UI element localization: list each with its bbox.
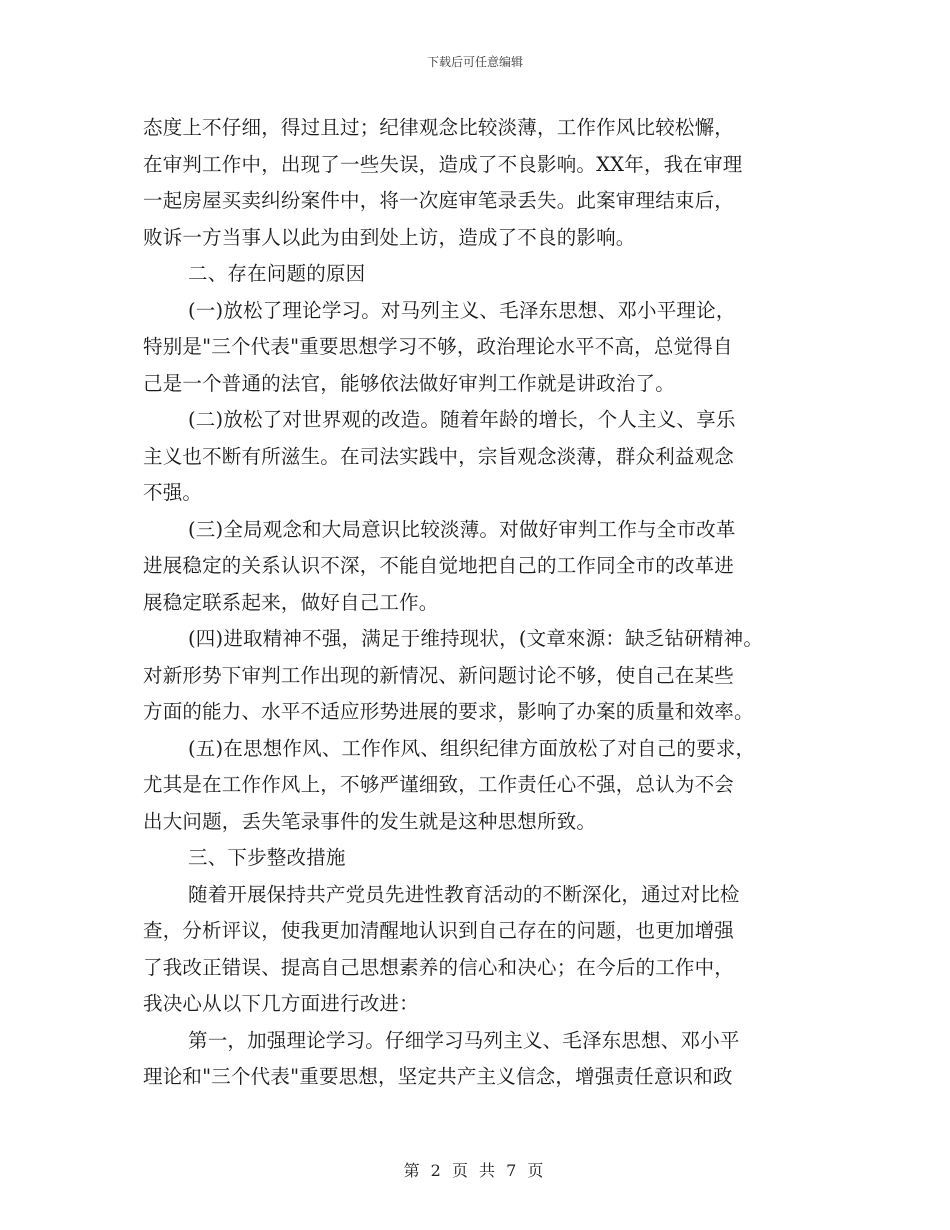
text-line: 在审判工作中，出现了一些失误，造成了不良影响。XX年，我在审理: [143, 152, 743, 176]
text-line: 展稳定联系起来，做好自己工作。: [143, 590, 439, 614]
text-line: (一)放松了理论学习。对马列主义、毛泽东思想、邓小平理论，: [188, 298, 736, 322]
text-line: (二)放松了对世界观的改造。随着年龄的增长，个人主义、享乐: [188, 408, 736, 431]
text-line: 查，分析评议，使我更加清醒地认识到自己存在的问题，也更加增强: [143, 919, 735, 942]
page-header: 下载后可任意编辑: [426, 55, 523, 69]
text-line: 我决心从以下几方面进行改进：: [143, 992, 419, 1015]
text-line: 了我改正错误、提高自己思想素养的信心和决心；在今后的工作中，: [143, 955, 735, 979]
text-line: (三)全局观念和大局意识比较淡薄。对做好审判工作与全市改革: [188, 517, 736, 541]
text-line: 理论和"三个代表"重要思想，坚定共产主义信念，增强责任意识和政: [143, 1065, 733, 1088]
text-line: (五)在思想作风、工作作风、组织纪律方面放松了对自己的要求，: [188, 736, 756, 760]
document-body: [143, 110, 833, 1096]
text-line: (四)进取精神不强，满足于维持现状，(文章來源：缺乏钻研精神。: [188, 627, 764, 650]
text-line: 态度上不仔细，得过且过；纪律观念比较淡薄，工作作风比较松懈，: [143, 116, 735, 139]
page-footer: 第 2 页 共 7 页: [403, 1161, 547, 1180]
text-line: 特别是"三个代表"重要思想学习不够，政治理论水平不高，总觉得自: [143, 335, 733, 358]
text-line: 三、下步整改措施: [188, 846, 346, 869]
text-line: 对新形势下审判工作出现的新情况、新问题讨论不够，使自己在某些: [143, 663, 735, 687]
text-line: 二、存在问题的原因: [188, 262, 366, 285]
text-line: 败诉一方当事人以此为由到处上访，造成了不良的影响。: [143, 225, 636, 249]
text-line: 出大问题，丢失笔录事件的发生就是这种思想所致。: [143, 809, 597, 833]
text-line: 一起房屋买卖纠纷案件中，将一次庭审笔录丢失。此案审理结束后，: [143, 189, 735, 212]
text-line: 主义也不断有所滋生。在司法实践中，宗旨观念淡薄，群众利益观念: [143, 444, 735, 468]
text-line: 第一，加强理论学习。仔细学习马列主义、毛泽东思想、邓小平: [188, 1028, 740, 1052]
text-line: 尤其是在工作作风上，不够严谨细致，工作责任心不强，总认为不会: [143, 773, 735, 796]
text-line: 己是一个普通的法官，能够依法做好审判工作就是讲政治了。: [143, 371, 675, 395]
text-line: 随着开展保持共产党员先进性教育活动的不断深化，通过对比检: [188, 882, 740, 906]
text-line: 不强。: [143, 481, 203, 504]
text-line: 方面的能力、水平不适应形势进展的要求，影响了办案的质量和效率。: [143, 700, 754, 723]
text-line: 进展稳定的关系认识不深，不能自觉地把自己的工作同全市的改革进: [143, 554, 735, 577]
